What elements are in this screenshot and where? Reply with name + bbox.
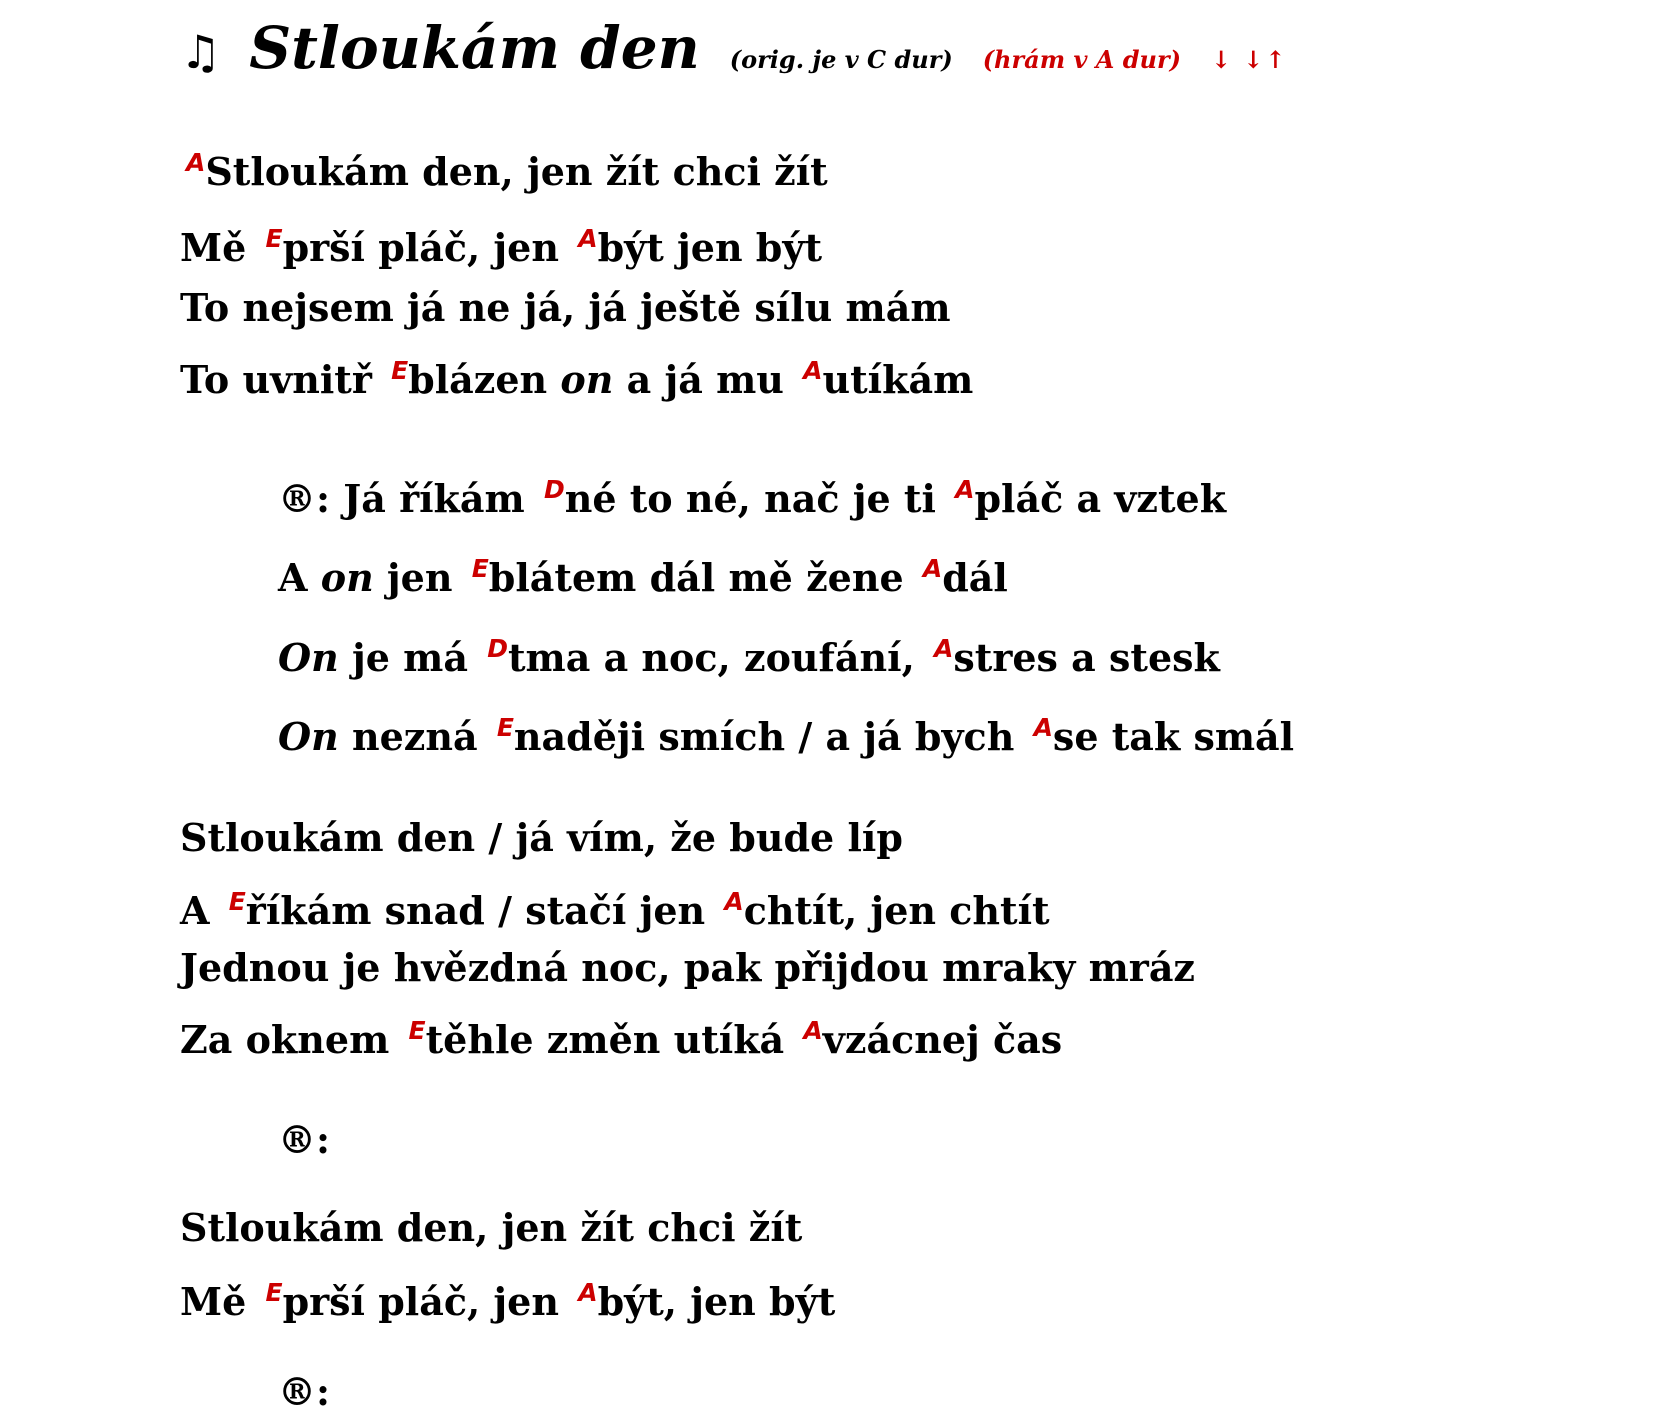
lyric-line — [180, 1205, 803, 1250]
lyric-line — [180, 1016, 1063, 1062]
original-key: (orig. je v C dur) — [729, 45, 953, 74]
lyric-line — [180, 148, 828, 194]
chord-d: D — [543, 475, 565, 504]
lyric-line — [180, 356, 974, 402]
chorus-line — [278, 554, 1008, 600]
song-title: Stloukám den — [249, 14, 700, 82]
lyric-line — [180, 945, 1196, 990]
chord-a: A — [578, 1278, 598, 1307]
lyric-text: Stloukám den, jen žít chci žít — [205, 149, 828, 194]
chord-e: E — [265, 224, 283, 253]
lyric-text: Mě — [180, 225, 260, 270]
lyric-text: chtít, jen chtít — [743, 888, 1050, 933]
chord-d: D — [487, 634, 508, 663]
italic-word: on — [560, 357, 614, 402]
chord-a: A — [803, 356, 823, 385]
lyric-line — [180, 1278, 836, 1324]
lyric-text: A — [278, 555, 321, 600]
lyric-text: né to né, nač je ti — [564, 476, 950, 521]
lyric-text: utíkám — [822, 357, 974, 402]
lyric-line — [180, 224, 823, 270]
chord-e: E — [471, 554, 489, 583]
italic-word: On — [278, 635, 339, 680]
chord-a: A — [803, 1016, 823, 1045]
lyric-text: být jen být — [597, 225, 823, 270]
chorus-line — [278, 634, 1220, 680]
lyric-text: Mě — [180, 1279, 260, 1324]
lyric-text: blátem dál mě žene — [488, 555, 917, 600]
lyric-text: blázen — [408, 357, 561, 402]
lyric-text: se tak smál — [1052, 714, 1295, 759]
chord-a: A — [578, 224, 598, 253]
play-key: (hrám v A dur) — [982, 45, 1181, 74]
italic-word: on — [320, 555, 374, 600]
chord-a: A — [1033, 713, 1053, 742]
lyric-line — [180, 285, 951, 330]
lyric-text: nezná — [338, 714, 491, 759]
chord-e: E — [496, 713, 514, 742]
lyric-text: ®: Já říkám — [278, 476, 538, 521]
music-note-icon: ♫ — [180, 25, 222, 79]
lyric-text: a já mu — [613, 357, 798, 402]
lyric-text: Stloukám den, jen žít chci žít — [180, 1205, 803, 1250]
transpose-controls — [1211, 45, 1297, 74]
chord-e: E — [408, 1016, 426, 1045]
lyric-text: jen — [373, 555, 466, 600]
lyric-text: je má — [338, 635, 482, 680]
lyric-text: těhle změn utíká — [425, 1017, 798, 1062]
chorus-marker — [278, 1369, 331, 1414]
song-header — [180, 14, 1297, 82]
lyric-text: Stloukám den / já vím, že bude líp — [180, 815, 903, 860]
chord-a: A — [934, 634, 954, 663]
chord-e: E — [391, 356, 409, 385]
lyric-text: To nejsem já ne já, já ještě sílu mám — [180, 285, 951, 330]
lyric-text: ®: — [278, 1117, 331, 1162]
lyric-text: dál — [942, 555, 1008, 600]
lyric-text: být, jen být — [597, 1279, 836, 1324]
chord-a: A — [922, 554, 943, 583]
lyric-text: A — [180, 888, 223, 933]
lyric-text: prší pláč, jen — [282, 1279, 573, 1324]
chord-a: A — [955, 475, 975, 504]
transpose-updown-icon[interactable]: ↓↑ — [1243, 45, 1288, 74]
chorus-marker — [278, 1117, 331, 1162]
italic-word: On — [278, 714, 339, 759]
lyric-text: ®: — [278, 1369, 331, 1414]
chord-a: A — [186, 148, 206, 177]
transpose-down-icon[interactable]: ↓ — [1210, 45, 1234, 74]
chord-e: E — [265, 1278, 283, 1307]
chorus-line — [278, 713, 1295, 759]
lyric-text: Jednou je hvězdná noc, pak přijdou mraky mráz — [180, 945, 1196, 990]
chord-a: A — [724, 887, 744, 916]
lyric-text: To uvnitř — [180, 357, 386, 402]
lyric-text: říkám snad / stačí jen — [245, 888, 719, 933]
chorus-line — [278, 475, 1227, 521]
lyric-line — [180, 887, 1050, 933]
lyric-text: tma a noc, zoufání, — [507, 635, 929, 680]
lyric-text: vzácnej čas — [822, 1017, 1063, 1062]
lyric-text: stres a stesk — [953, 635, 1220, 680]
lyric-text: prší pláč, jen — [282, 225, 573, 270]
lyric-text: pláč a vztek — [974, 476, 1227, 521]
lyric-text: naději smích / a já bych — [513, 714, 1028, 759]
chord-e: E — [228, 887, 246, 916]
lyric-text: Za oknem — [180, 1017, 403, 1062]
lyric-line — [180, 815, 903, 860]
